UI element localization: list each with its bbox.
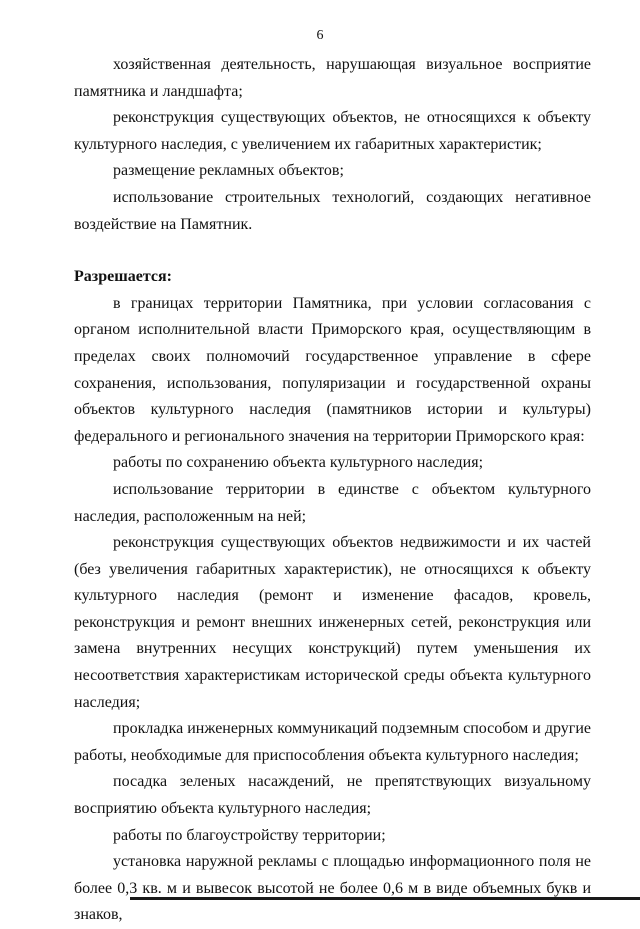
allowed-heading: Разрешается: xyxy=(74,268,172,286)
prohibited-item-2: реконструкция существующих объектов, не относящихся к объекту культурного наследия, с увеличением их габаритных характеристик; xyxy=(74,109,591,153)
allowed-item-5: посадка зеленых насаждений, не препятствующих визуальному восприятию объекта культурного наследия; xyxy=(74,773,591,818)
scan-edge-line xyxy=(130,897,640,900)
allowed-item-2: использование территории в единстве с объектом культурного наследия, расположенным на ней; xyxy=(74,480,591,525)
allowed-item-3: реконструкция существующих объектов недвижимости и их частей (без увеличения габаритных характеристик), не относящихся к объекту культурного наследия (ремонт и изменение фасадов, кровель, реконструкция и ремонт внешних инженерных сетей, реконструкция или замена внутренних несущих конструкций) путем уменьшения их несоответствия характеристикам исторической среды объекта культурного наследия; xyxy=(74,534,591,711)
document-body xyxy=(74,52,591,929)
allowed-intro: в границах территории Памятника, при условии согласования с органом исполнительной власти Приморского края, осуществляющим в пределах своих полномочий государственное управление в сфере сохранения, использования, популяризации и государственной охраны объектов культурного наследия (памятников истории и культуры) федерального и регионального значения на территории Приморского края: xyxy=(74,294,591,445)
allowed-item-6: работы по благоустройству территории; xyxy=(113,826,386,844)
prohibited-item-3: размещение рекламных объектов; xyxy=(113,162,344,180)
allowed-item-4: прокладка инженерных коммуникаций подземным способом и другие работы, необходимые для приспособления объекта культурного наследия; xyxy=(74,720,591,764)
allowed-item-7: установка наружной рекламы с площадью информационного поля не более 0,3 кв. м и вывесок высотой не более 0,6 м в виде объемных букв и знаков, xyxy=(74,853,591,924)
prohibited-item-4: использование строительных технологий, создающих негативное воздействие на Памятник. xyxy=(74,188,591,233)
prohibited-item-1: хозяйственная деятельность, нарушающая визуальное восприятие памятника и ландшафта; xyxy=(74,56,591,100)
page-number: 6 xyxy=(316,28,324,43)
allowed-item-1: работы по сохранению объекта культурного наследия; xyxy=(113,454,484,472)
